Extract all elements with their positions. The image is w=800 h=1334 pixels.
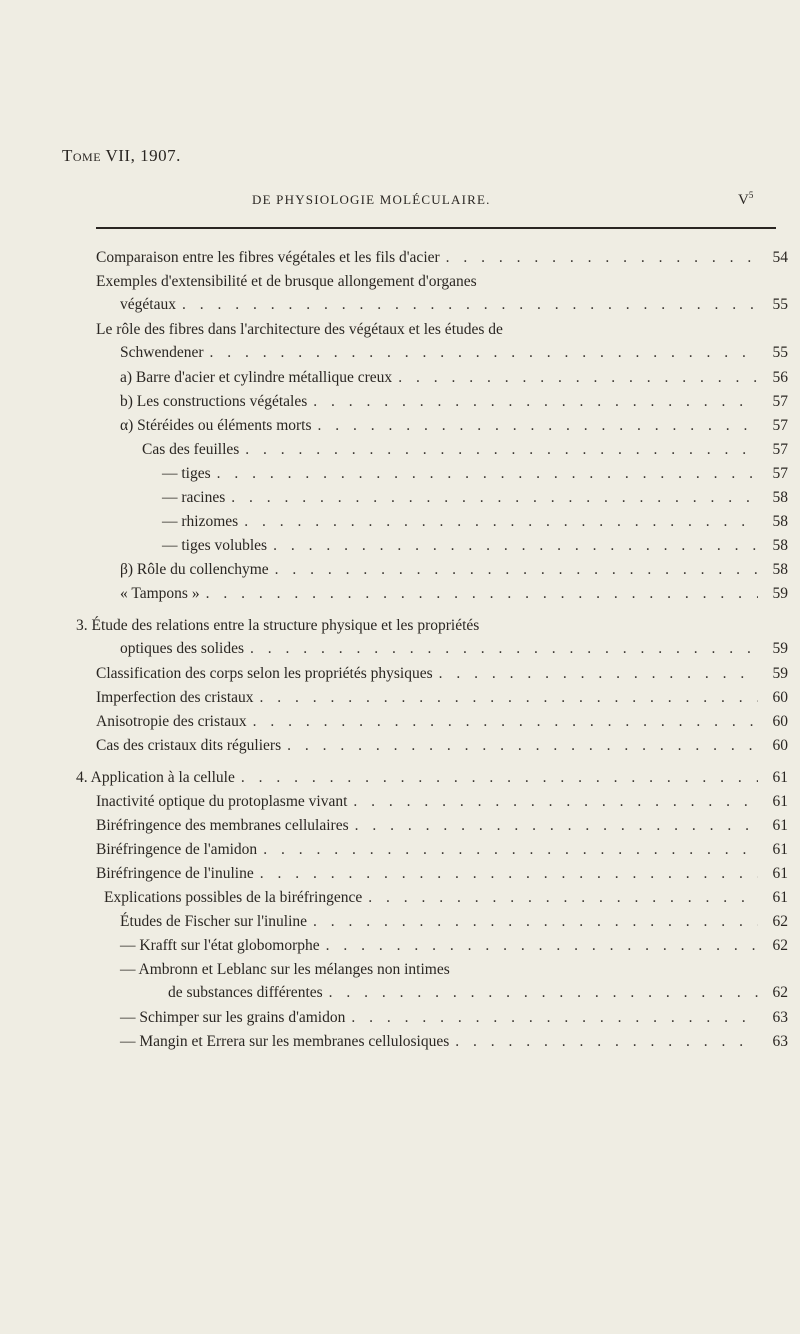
- dot-leader: [326, 934, 758, 957]
- page-number: 55: [772, 344, 788, 361]
- entry-title-line: 3. Étude des relations entre la structure physique et les propriétés: [76, 617, 480, 634]
- signature-letter: V: [738, 192, 749, 208]
- header-rule: [96, 227, 776, 229]
- entry-title: de substances différentes: [168, 984, 323, 1001]
- toc-entry: [96, 1006, 788, 1029]
- toc-entry: [96, 270, 788, 316]
- entry-title: — racines: [162, 489, 226, 506]
- page-number: 62: [772, 913, 788, 930]
- page-number: 56: [772, 369, 788, 386]
- toc-entry: [76, 614, 788, 660]
- dot-leader: [287, 734, 758, 757]
- page-number: 57: [772, 417, 788, 434]
- entry-title: — Mangin et Errera sur les membranes cellulosiques: [120, 1033, 450, 1050]
- entry-title: — Schimper sur les grains d'amidon: [120, 1009, 346, 1026]
- dot-leader: [318, 414, 759, 437]
- toc-entry: [96, 886, 788, 909]
- dot-leader: [245, 438, 758, 461]
- toc-entry: [96, 582, 788, 605]
- dot-leader: [329, 981, 758, 1004]
- toc-entry: [96, 662, 788, 685]
- toc-entry: [96, 862, 788, 885]
- page-number: 58: [772, 561, 788, 578]
- page-number: 61: [772, 817, 788, 834]
- page-number: 54: [772, 249, 788, 266]
- page-number: 63: [772, 1033, 788, 1050]
- toc-entry: [96, 438, 788, 461]
- entry-title: Cas des cristaux dits réguliers: [96, 737, 282, 754]
- entry-title: « Tampons »: [120, 585, 200, 602]
- dot-leader: [241, 766, 758, 789]
- page-number: 61: [772, 793, 788, 810]
- toc-entry: [96, 838, 788, 861]
- dot-leader: [231, 486, 758, 509]
- page-number: 59: [772, 640, 788, 657]
- toc-entry: [96, 486, 788, 509]
- page-number: 59: [772, 585, 788, 602]
- toc-entry: [96, 510, 788, 533]
- page-number: 58: [772, 513, 788, 530]
- dot-leader: [275, 558, 758, 581]
- toc-entry: [96, 814, 788, 837]
- toc-entry: [96, 366, 788, 389]
- toc-entry: [96, 710, 788, 733]
- entry-title: Comparaison entre les fibres végétales et les fils d'acier: [96, 249, 440, 266]
- dot-leader: [446, 246, 758, 269]
- toc-entry: [96, 790, 788, 813]
- page-number: 60: [772, 713, 788, 730]
- dot-leader: [455, 1030, 758, 1053]
- entry-title: Explications possibles de la biréfringence: [104, 889, 363, 906]
- entry-title-line: Le rôle des fibres dans l'architecture des végétaux et les études de: [96, 321, 503, 338]
- dot-leader: [210, 341, 759, 364]
- page-number: 61: [772, 769, 788, 786]
- entry-title: — rhizomes: [162, 513, 239, 530]
- toc-entry: [96, 1030, 788, 1053]
- entry-title-line: Exemples d'extensibilité et de brusque allongement d'organes: [96, 273, 477, 290]
- dot-leader: [263, 838, 758, 861]
- entry-title: Inactivité optique du protoplasme vivant: [96, 793, 348, 810]
- page-number: 57: [772, 465, 788, 482]
- dot-leader: [313, 910, 758, 933]
- running-head: DE PHYSIOLOGIE MOLÉCULAIRE.: [252, 192, 491, 207]
- dot-leader: [260, 862, 758, 885]
- entry-title: — Krafft sur l'état globomorphe: [120, 937, 320, 954]
- entry-title: b) Les constructions végétales: [120, 393, 308, 410]
- page-number: 62: [772, 984, 788, 1001]
- dot-leader: [273, 534, 758, 557]
- signature-number: 5: [748, 190, 754, 200]
- dot-leader: [355, 814, 758, 837]
- toc-entry: [96, 462, 788, 485]
- page-number: 61: [772, 889, 788, 906]
- toc-entry: [96, 534, 788, 557]
- entry-title: végétaux: [120, 296, 176, 313]
- toc-entry: [96, 558, 788, 581]
- toc-entry: [96, 686, 788, 709]
- entry-title: Biréfringence des membranes cellulaires: [96, 817, 349, 834]
- dot-leader: [398, 366, 758, 389]
- entry-title: Anisotropie des cristaux: [96, 713, 247, 730]
- entry-title: 4. Application à la cellule: [76, 769, 235, 786]
- toc-entry: [96, 414, 788, 437]
- dot-leader: [313, 390, 758, 413]
- dot-leader: [244, 510, 758, 533]
- entry-title: Imperfection des cristaux: [96, 689, 254, 706]
- dot-leader: [351, 1006, 758, 1029]
- page-signature: [738, 190, 753, 209]
- toc-entry: [76, 766, 788, 789]
- toc-entry: [96, 390, 788, 413]
- entry-title: Cas des feuilles: [142, 441, 240, 458]
- page-number: 58: [772, 489, 788, 506]
- page-number: 55: [772, 296, 788, 313]
- entry-title-line: — Ambronn et Leblanc sur les mélanges non intimes: [120, 961, 450, 978]
- dot-leader: [206, 582, 758, 605]
- page-number: 57: [772, 441, 788, 458]
- toc-entry: [96, 246, 788, 269]
- entry-title: optiques des solides: [120, 640, 244, 657]
- toc-entry: [96, 910, 788, 933]
- page-number: 58: [772, 537, 788, 554]
- toc-entry: [96, 734, 788, 757]
- page-number: 60: [772, 737, 788, 754]
- entry-title: Schwendener: [120, 344, 204, 361]
- dot-leader: [260, 686, 758, 709]
- page-number: 61: [772, 841, 788, 858]
- dot-leader: [253, 710, 758, 733]
- entry-title: Biréfringence de l'amidon: [96, 841, 258, 858]
- page-number: 57: [772, 393, 788, 410]
- page-number: 62: [772, 937, 788, 954]
- volume-label: Tome VII, 1907.: [62, 146, 181, 165]
- page-number: 61: [772, 865, 788, 882]
- entry-title: Études de Fischer sur l'inuline: [120, 913, 308, 930]
- dot-leader: [439, 662, 758, 685]
- dot-leader: [368, 886, 758, 909]
- entry-title: — tiges volubles: [162, 537, 268, 554]
- page-number: 63: [772, 1009, 788, 1026]
- dot-leader: [182, 293, 758, 316]
- entry-title: Biréfringence de l'inuline: [96, 865, 254, 882]
- entry-title: Classification des corps selon les propriétés physiques: [96, 665, 433, 682]
- dot-leader: [217, 462, 758, 485]
- dot-leader: [250, 637, 758, 660]
- dot-leader: [353, 790, 758, 813]
- entry-title: β) Rôle du collenchyme: [120, 561, 269, 578]
- toc-entry: [96, 934, 788, 957]
- toc-entry: [96, 318, 788, 364]
- toc-entry: [96, 958, 788, 1004]
- page-number: 60: [772, 689, 788, 706]
- entry-title: a) Barre d'acier et cylindre métallique creux: [120, 369, 393, 386]
- page-number: 59: [772, 665, 788, 682]
- entry-title: α) Stéréides ou éléments morts: [120, 417, 312, 434]
- entry-title: — tiges: [162, 465, 211, 482]
